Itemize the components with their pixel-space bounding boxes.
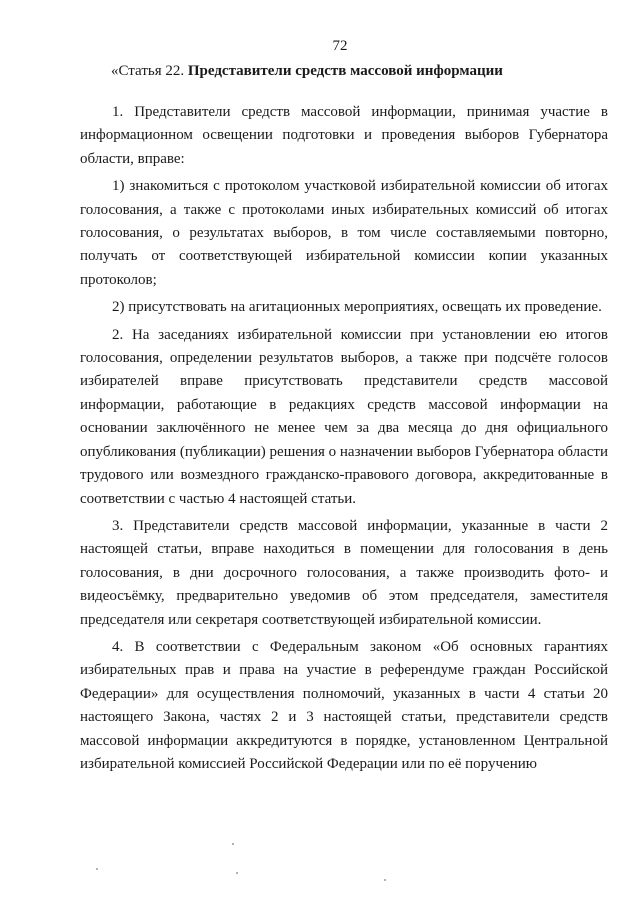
paragraph-part-1-intro: 1. Представители средств массовой информации, принимая участие в информационном освещении подготовки и проведения выборов Губернатора области, вправе: [80,104,608,167]
article-heading-prefix: «Статья 22. [111,63,188,79]
scan-speck [232,843,234,845]
paragraph-part-3: 3. Представители средств массовой информации, указанные в части 2 настоящей статьи, вправе находиться в помещении для голосования в день голосования, в дни досрочного голосования, а также производить фото- и видеосъёмку, предварительно уведомив об этом председателя, заместителя председателя или секретаря соответствующей избирательной комиссии. [80,517,608,628]
page-number: 72 [332,38,348,54]
article-heading [111,63,503,80]
paragraph-part-2: 2. На заседаниях избирательной комиссии при установлении ею итогов голосования, определении результатов выборов, а также при подсчёте голосов избирателей вправе присутствовать представители средств массовой информации, работающие в редакциях средств массовой информации на основании заключённого не менее чем за два месяца до дня официального опубликования (публикации) решения о назначении выборов Губернатора области трудового или возмездного гражданско-правового договора, аккредитованные в соответствии с частью 4 настоящей статьи. [80,326,608,507]
scan-speck [236,872,238,874]
paragraph-item-1: 1) знакомиться с протоколом участковой избирательной комиссии об итогах голосования, а также с протоколами иных избирательных комиссий об итогах голосования, о результатах выборов, в том числе составляемыми повторно, получать от соответствующей избирательной комиссии копии указанных протоколов; [80,178,608,288]
paragraph-item-2: 2) присутствовать на агитационных мероприятиях, освещать их проведение. [112,299,602,316]
article-body [80,101,608,776]
scan-speck [384,879,386,881]
paragraph-part-4: 4. В соответствии с Федеральным законом «Об основных гарантиях избирательных прав и права на участие в референдуме граждан Российской Федерации» для осуществления полномочий, указанных в части 4 статьи 20 настоящего Закона, частях 2 и 3 настоящей статьи, представители средств массовой информации аккредитуются в порядке, установленном Центральной избирательной комиссией Российской Федерации или по её поручению [80,638,608,772]
article-heading-title: Представители средств массовой информации [187,63,503,79]
scan-speck [96,868,98,870]
